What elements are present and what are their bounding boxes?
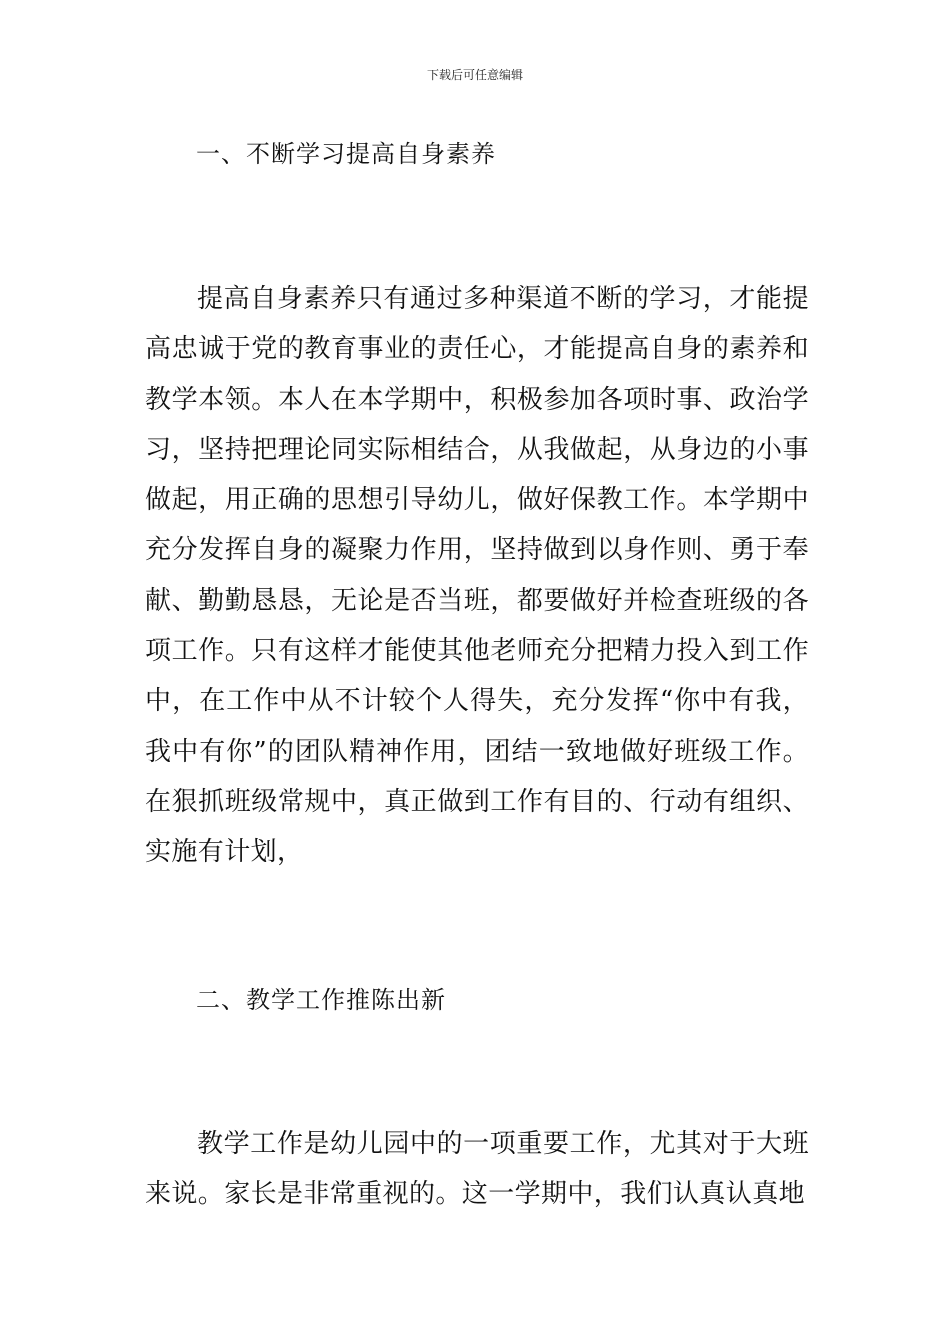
section-body-teaching: 教学工作是幼儿园中的一项重要工作，尤其对于大班来说。家长是非常重视的。这一学期中，我们认真认真地 (145, 1129, 809, 1210)
section-heading-teaching: 二、教学工作推陈出新 (196, 986, 446, 1014)
section-heading-study: 一、不断学习提高自身素养 (196, 140, 496, 168)
page-header-note: 下载后可任意编辑 (426, 68, 523, 82)
section-body-study: 提高自身素养只有通过多种渠道不断的学习，才能提高忠诚于党的教育事业的责任心，才能提高自身的素养和教学本领。本人在本学期中，积极参加各项时事、政治学习，坚持把理论同实际相结合，从我做起，从身边的小事做起，用正确的思想引导幼儿，做好保教工作。本学期中充分发挥自身的凝聚力作用，坚持做到以身作则、勇于奉献、勤勤恳恳，无论是否当班，都要做好并检查班级的各项工作。只有这样才能使其他老师充分把精力投入到工作中，在工作中从不计较个人得失，充分发挥“你中有我，我中有你”的团队精神作用，团结一致地做好班级工作。在狠抓班级常规中，真正做到工作有目的、行动有组织、实施有计划， (145, 284, 809, 868)
